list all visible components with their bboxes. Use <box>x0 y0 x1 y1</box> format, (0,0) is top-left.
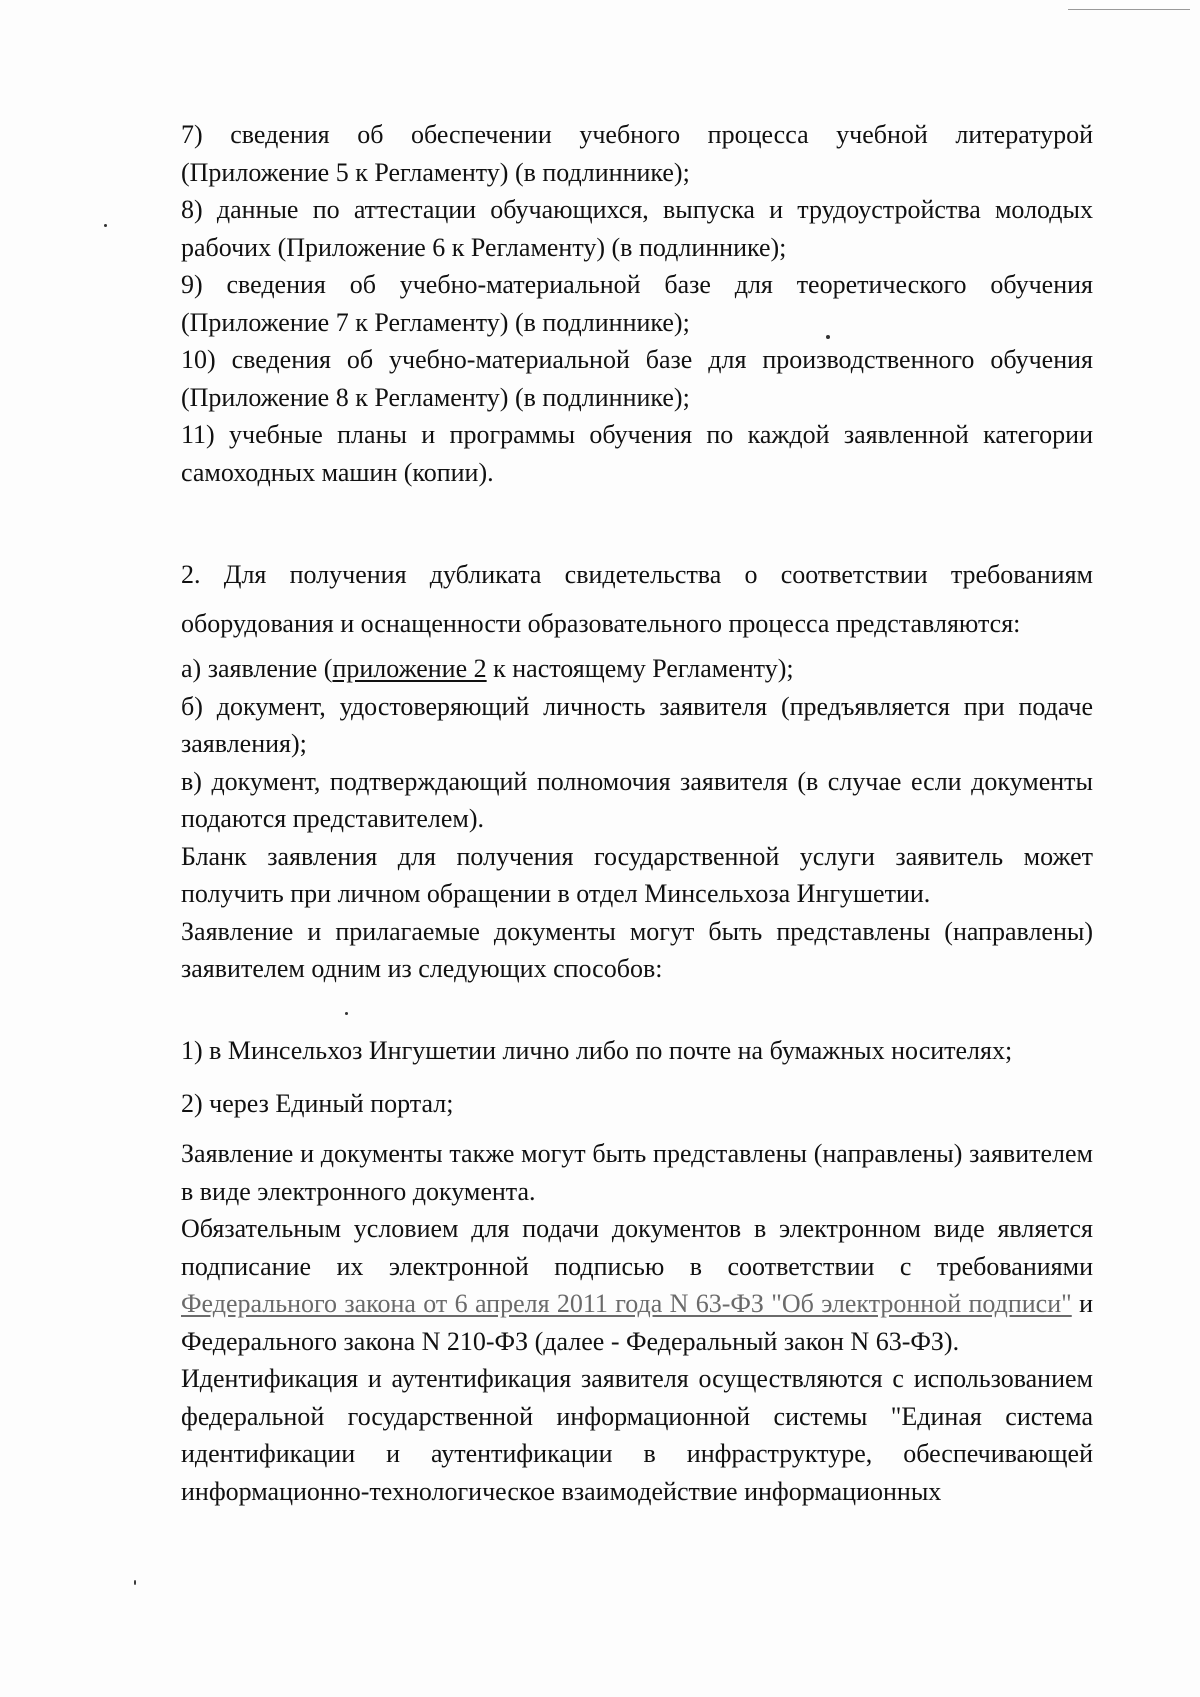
electronic-para-2: Обязательным условием для подачи документов в электронном виде является подписание их электронной подписью в соответствии с требованиями Федерального закона от 6 апреля 2011 года N 63-ФЗ "Об электронной подписи" и Федерального закона N 210-ФЗ (далее - Федеральный закон N 63-ФЗ). <box>181 1214 1093 1356</box>
electronic-block <box>181 1135 1093 1510</box>
law-63fz-link[interactable]: Федерального закона от 6 апреля 2011 года N 63-ФЗ "Об электронной подписи" <box>181 1289 1072 1318</box>
scan-speck <box>826 335 830 339</box>
blank-paragraph: Бланк заявления для получения государственной услуги заявитель может получить при личном обращении в отдел Минсельхоза Ингушетии. <box>181 841 1093 908</box>
methods-intro: Заявление и прилагаемые документы могут быть представлены (направлены) заявителем одним из следующих способов: <box>181 916 1093 983</box>
list-top <box>181 116 1093 491</box>
scan-speck <box>345 1012 348 1015</box>
methods-item-2-block <box>181 1085 1093 1123</box>
section-2-heading: 2. Для получения дубликата свидетельства о соответствии требованиям оборудования и оснащенности образовательного процесса представляются: <box>181 560 1093 638</box>
list-item-10: 10) сведения об учебно-материальной базе для производственного обучения (Приложение 8 к Регламенту) (в подлиннике); <box>181 345 1093 412</box>
electronic-para-1: Заявление и документы также могут быть представлены (направлены) заявителем в виде электронного документа. <box>181 1139 1093 1206</box>
item-a: а) заявление (приложение 2 к настоящему Регламенту); <box>181 654 794 683</box>
list-item-9: 9) сведения об учебно-материальной базе для теоретического обучения (Приложение 7 к Регламенту) (в подлиннике); <box>181 270 1093 337</box>
scan-speck <box>104 224 107 227</box>
electronic-para-3: Идентификация и аутентификация заявителя осуществляются с использованием федеральной государственной информационной системы "Единая система идентификации и аутентификации в инфраструктуре, обеспечивающей информационно-технологическое взаимодействие информационных <box>181 1364 1093 1506</box>
scan-speck <box>134 1580 136 1585</box>
list-item-11: 11) учебные планы и программы обучения по каждой заявленной категории самоходных машин (копии). <box>181 420 1093 487</box>
section-2-heading-block <box>181 550 1093 648</box>
method-2: 2) через Единый портал; <box>181 1089 454 1118</box>
list-item-7: 7) сведения об обеспечении учебного процесса учебной литературой (Приложение 5 к Регламенту) (в подлиннике); <box>181 120 1093 187</box>
item-v: в) документ, подтверждающий полномочия заявителя (в случае если документы подаются представителем). <box>181 766 1093 833</box>
appendix-2-link[interactable]: приложение 2 <box>332 654 487 683</box>
list-item-8: 8) данные по аттестации обучающихся, выпуска и трудоустройства молодых рабочих (Приложение 6 к Регламенту) (в подлиннике); <box>181 195 1093 262</box>
section-2-items <box>181 650 1093 988</box>
methods-item-1-block <box>181 1032 1093 1070</box>
scan-edge-rule <box>1068 9 1190 10</box>
item-b: б) документ, удостоверяющий личность заявителя (предъявляется при подаче заявления); <box>181 691 1093 758</box>
method-1: 1) в Минсельхоз Ингушетии лично либо по почте на бумажных носителях; <box>181 1036 1013 1065</box>
